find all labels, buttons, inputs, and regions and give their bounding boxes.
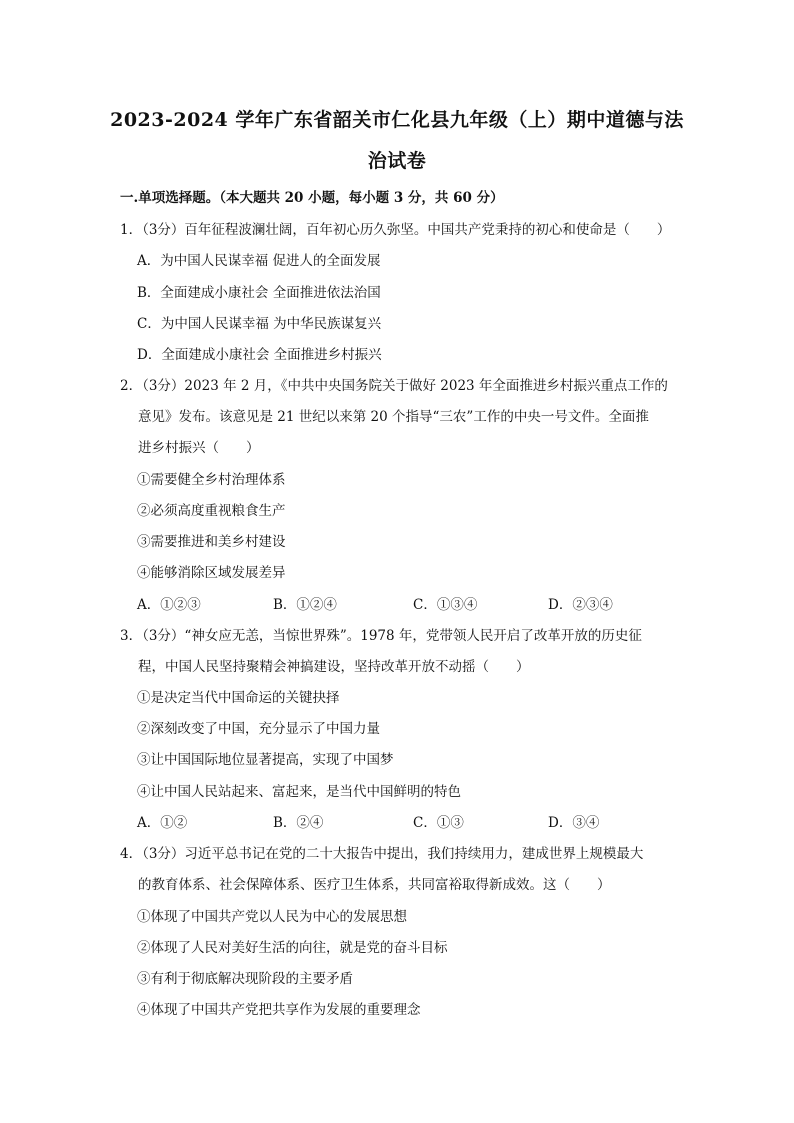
question-2-statement-4: ④能够消除区域发展差异 [137, 565, 286, 581]
question-3-statement-2: ②深刻改变了中国，充分显示了中国力量 [137, 721, 380, 737]
question-2-statement-3: ③需要推进和美乡村建设 [137, 534, 286, 550]
question-2-option-d: D．②③④ [548, 597, 613, 613]
question-2-option-a: A．①②③ [137, 597, 201, 613]
question-3-statement-4: ④让中国人民站起来、富起来，是当代中国鲜明的特色 [137, 784, 461, 800]
question-1-option-a: A．为中国人民谋幸福 促进人的全面发展 [137, 253, 381, 269]
question-3-stem-line1: 3．（3分）“神女应无恙，当惊世界殊”。1978 年，党带领人民开启了改革开放的历史征 [120, 628, 642, 644]
question-2-stem-line2: 意见》发布。该意见是 21 世纪以来第 20 个指导“三农”工作的中央一号文件。全面推 [138, 409, 649, 425]
question-3-statement-3: ③让中国国际地位显著提高，实现了中国梦 [137, 752, 394, 768]
question-4-statement-4: ④体现了中国共产党把共享作为发展的重要理念 [137, 1002, 421, 1018]
exam-title-line1: 2023-2024 学年广东省韶关市仁化县九年级（上）期中道德与法 [110, 109, 684, 131]
question-2-stem-line1: 2．（3分）2023 年 2 月，《中共中央国务院关于做好 2023 年全面推进乡村振兴重点工作的 [120, 378, 668, 394]
question-4-stem-line2: 的教育体系、社会保障体系、医疗卫生体系，共同富裕取得新成效。这（ ） [138, 877, 611, 893]
question-3-option-b: B．②④ [273, 815, 324, 831]
question-3-option-c: C．①③ [413, 815, 464, 831]
question-3-stem-line2: 程，中国人民坚持聚精会神搞建设，坚持改革开放不动摇（ ） [138, 659, 530, 675]
question-3-option-a: A．①② [137, 815, 188, 831]
question-2-statement-1: ①需要健全乡村治理体系 [137, 472, 286, 488]
question-4-statement-3: ③有利于彻底解决现阶段的主要矛盾 [137, 971, 353, 987]
question-2-stem-line3: 进乡村振兴（ ） [138, 440, 260, 456]
question-4-statement-2: ②体现了人民对美好生活的向往，就是党的奋斗目标 [137, 940, 448, 956]
question-3-option-d: D．③④ [548, 815, 600, 831]
question-4-stem-line1: 4．（3分）习近平总书记在党的二十大报告中提出，我们持续用力，建成世界上规模最大 [120, 846, 644, 862]
section-heading: 一.单项选择题。（本大题共 20 小题，每小题 3 分，共 60 分） [120, 190, 504, 206]
question-2-statement-2: ②必须高度重视粮食生产 [137, 503, 286, 519]
question-3-statement-1: ①是决定当代中国命运的关键抉择 [137, 690, 340, 706]
question-1-stem: 1．（3分）百年征程波澜壮阔，百年初心历久弥坚。中国共产党秉持的初心和使命是（ ） [120, 222, 671, 238]
exam-title-line2: 治试卷 [367, 150, 427, 172]
question-1-option-d: D．全面建成小康社会 全面推进乡村振兴 [137, 347, 382, 363]
question-2-option-c: C．①③④ [413, 597, 478, 613]
question-2-option-b: B．①②④ [273, 597, 337, 613]
question-4-statement-1: ①体现了中国共产党以人民为中心的发展思想 [137, 909, 407, 925]
question-1-option-c: C．为中国人民谋幸福 为中华民族谋复兴 [137, 316, 382, 332]
question-1-option-b: B．全面建成小康社会 全面推进依法治国 [137, 285, 381, 301]
